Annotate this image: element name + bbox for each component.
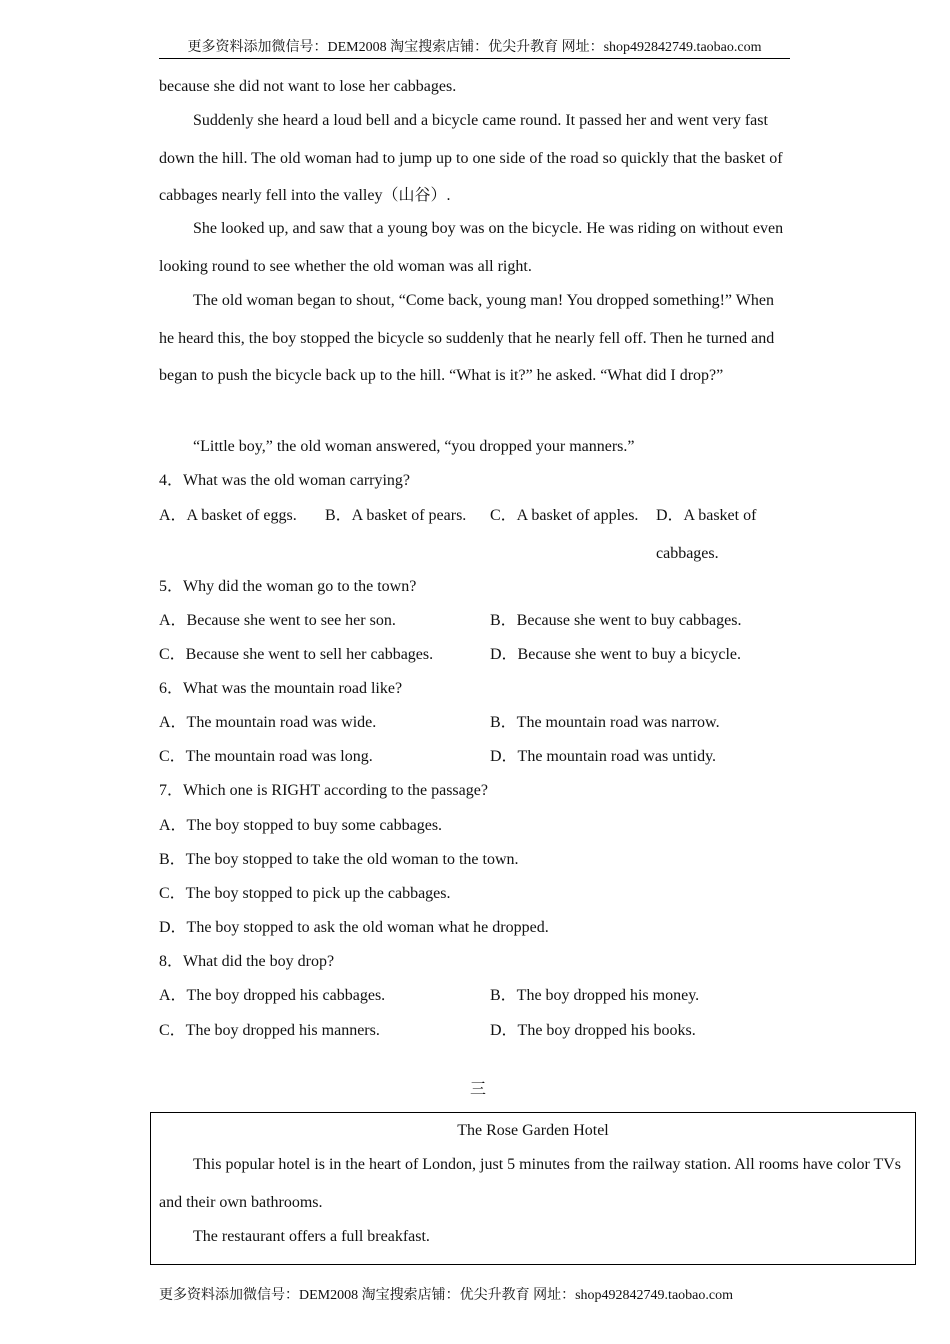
question-5-option-b: B．Because she went to buy cabbages.	[490, 612, 742, 629]
page-header: 更多资料添加微信号：DEM2008 淘宝搜索店铺：优尖升教育 网址：shop492842749.taobao.com	[159, 38, 790, 59]
question-7-stem: 7．Which one is RIGHT according to the passage?	[159, 782, 488, 799]
question-8-option-a: A．The boy dropped his cabbages.	[159, 987, 386, 1004]
passage-paragraph: Suddenly she heard a loud bell and a bicycle came round. It passed her and went very fast down the hill. The old woman had to jump up to one side of the road so quickly that the basket of cabbages nearly fell into the valley（山谷）.	[159, 112, 783, 204]
question-5-option-d: D．Because she went to buy a bicycle.	[490, 646, 742, 663]
passage-paragraph: The old woman began to shout, “Come back, young man! You dropped something!” When he heard this, the boy stopped the bicycle so suddenly that he nearly fell off. Then he turned and began to push the bicycle back up to the hill. “What is it?” he asked. “What did I drop?”	[159, 292, 775, 384]
question-6-option-a: A．The mountain road was wide.	[159, 714, 377, 731]
question-4-option-b: B．A basket of pears.	[325, 507, 467, 524]
question-8-option-d: D．The boy dropped his books.	[490, 1022, 696, 1039]
question-6-option-d: D．The mountain road was untidy.	[490, 748, 717, 765]
question-4-option-d: D．A basket of cabbages.	[656, 507, 757, 562]
hotel-ad-title: The Rose Garden Hotel	[457, 1122, 609, 1139]
question-4-stem: 4．What was the old woman carrying?	[159, 472, 411, 489]
question-8-option-b: B．The boy dropped his money.	[490, 987, 700, 1004]
question-5-option-a: A．Because she went to see her son.	[159, 612, 396, 629]
page-footer: 更多资料添加微信号：DEM2008 淘宝搜索店铺：优尖升教育 网址：shop492842749.taobao.com	[159, 1288, 733, 1303]
hotel-ad-paragraph: This popular hotel is in the heart of London, just 5 minutes from the railway station. All rooms have color TVs and their own bathrooms.	[159, 1156, 902, 1211]
question-7-option-a: A．The boy stopped to buy some cabbages.	[159, 817, 443, 834]
question-6-option-c: C．The mountain road was long.	[159, 748, 373, 765]
question-6-option-b: B．The mountain road was narrow.	[490, 714, 720, 731]
question-4-option-c: C．A basket of apples.	[490, 507, 639, 524]
question-7-option-c: C．The boy stopped to pick up the cabbages.	[159, 885, 451, 902]
question-5-stem: 5．Why did the woman go to the town?	[159, 578, 417, 595]
question-7-option-b: B．The boy stopped to take the old woman to the town.	[159, 851, 519, 868]
section-heading: 三	[470, 1081, 487, 1098]
question-4-option-a: A．A basket of eggs.	[159, 507, 297, 524]
question-8-stem: 8．What did the boy drop?	[159, 953, 335, 970]
question-7-option-d: D．The boy stopped to ask the old woman what he dropped.	[159, 919, 549, 936]
hotel-ad-paragraph: The restaurant offers a full breakfast.	[193, 1228, 430, 1245]
passage-line: because she did not want to lose her cabbages.	[159, 78, 457, 95]
question-5-option-c: C．Because she went to sell her cabbages.	[159, 646, 434, 663]
passage-paragraph: She looked up, and saw that a young boy was on the bicycle. He was riding on without even looking round to see whether the old woman was all right.	[159, 220, 784, 275]
passage-line: “Little boy,” the old woman answered, “you dropped your manners.”	[193, 438, 635, 455]
question-8-option-c: C．The boy dropped his manners.	[159, 1022, 380, 1039]
question-6-stem: 6．What was the mountain road like?	[159, 680, 403, 697]
